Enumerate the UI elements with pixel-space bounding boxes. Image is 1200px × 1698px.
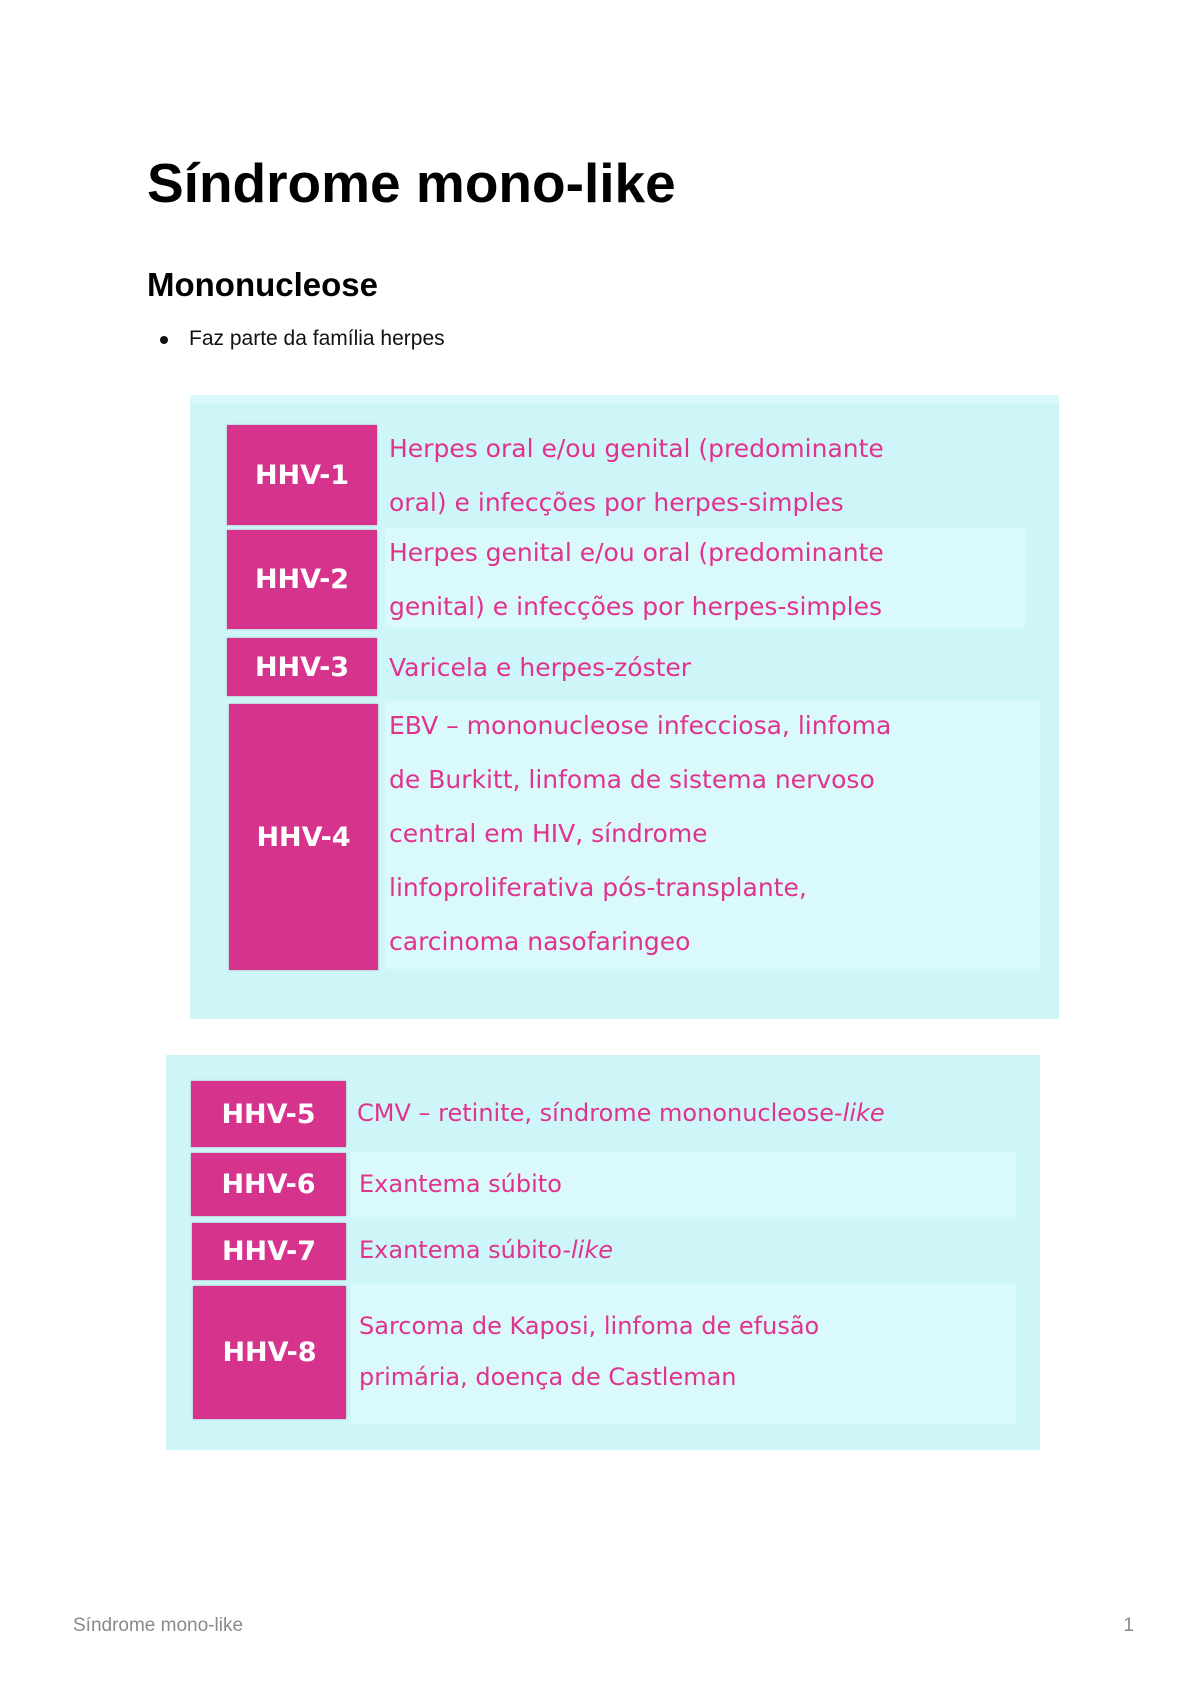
hhv-description: EBV – mononucleose infecciosa, linfoma de Burkitt, linfoma de sistema nervoso central em HIV, síndrome linfoproliferativa pós-transplante, carcinoma nasofaringeo [389, 711, 892, 956]
hhv-table-image-1 [190, 395, 1059, 1019]
list-item: Faz parte da família herpes [147, 323, 445, 355]
hhv-tag: HHV-4 [229, 704, 378, 970]
hhv-description: CMV – retinite, síndrome mononucleose-like [357, 1099, 885, 1127]
hhv-tag: HHV-1 [227, 425, 377, 525]
hhv-description: Exantema súbito-like [359, 1236, 613, 1264]
footer-doc-title: Síndrome mono-like [73, 1615, 244, 1636]
page-title: Síndrome mono-like [147, 152, 676, 214]
hhv-tag: HHV-7 [192, 1223, 346, 1280]
hhv-tag: HHV-8 [193, 1286, 346, 1419]
hhv-tag: HHV-2 [227, 530, 377, 629]
section-heading: Mononucleose [147, 266, 379, 303]
hhv-tag: HHV-5 [191, 1081, 346, 1147]
hhv-description: Herpes genital e/ou oral (predominante genital) e infecções por herpes-simples [389, 538, 884, 621]
hhv-description: Sarcoma de Kaposi, linfoma de efusão primária, doença de Castleman [359, 1312, 820, 1391]
hhv-table-image-2 [166, 1055, 1040, 1450]
hhv-description: Exantema súbito [359, 1170, 562, 1198]
page-number: 1 [1123, 1615, 1134, 1636]
hhv-tag: HHV-3 [227, 638, 377, 696]
hhv-description: Herpes oral e/ou genital (predominante oral) e infecções por herpes-simples [389, 434, 884, 517]
hhv-description: Varicela e herpes-zóster [389, 653, 692, 682]
hhv-tag: HHV-6 [191, 1153, 346, 1216]
bullet-list [147, 323, 445, 355]
